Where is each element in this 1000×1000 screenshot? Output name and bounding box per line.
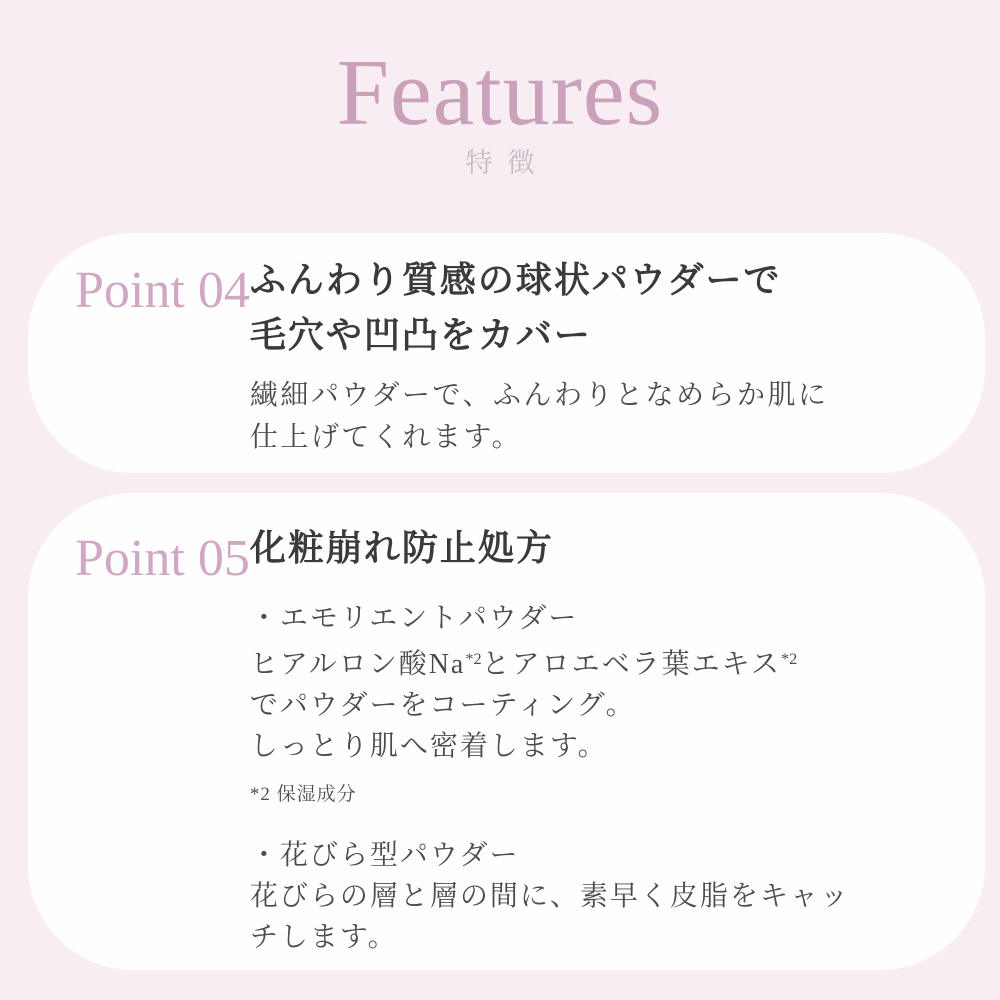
heading-line: 毛穴や凹凸をカバー bbox=[249, 315, 592, 356]
bullet-line: 花びらの層と層の間に、素早く皮脂をキャッ bbox=[249, 881, 850, 913]
bullet-text: ヒアルロン酸Na bbox=[249, 649, 466, 681]
superscript-marker: *2 bbox=[781, 650, 798, 669]
bullet-line: しっとり肌へ密着します。 bbox=[249, 731, 608, 763]
card-content bbox=[250, 493, 985, 958]
footnote: *2 保湿成分 bbox=[249, 784, 357, 806]
bullet-emollient-powder bbox=[250, 598, 905, 767]
bullet-title: ・花びら型パウダー bbox=[249, 840, 520, 872]
feature-card-point-04 bbox=[28, 233, 985, 473]
point-label: Point 04 bbox=[75, 262, 250, 320]
page-subtitle: 特徴 bbox=[465, 148, 550, 178]
body-line: 仕上げてくれます。 bbox=[249, 422, 523, 454]
card-body bbox=[250, 375, 905, 459]
heading-line: ふんわり質感の球状パウダーで bbox=[249, 260, 782, 301]
superscript-marker: *2 bbox=[465, 650, 482, 669]
card-heading bbox=[250, 253, 905, 363]
heading-line: 化粧崩れ防止処方 bbox=[249, 528, 554, 569]
bullet-line: でパウダーをコーティング。 bbox=[249, 690, 636, 722]
bullet-text: とアロエベラ葉エキス bbox=[481, 649, 782, 681]
page-title: Features bbox=[336, 41, 664, 145]
page-header bbox=[0, 0, 1000, 181]
bullet-line: チします。 bbox=[249, 922, 398, 954]
card-heading bbox=[250, 521, 905, 576]
card-content bbox=[250, 233, 985, 459]
body-line: 繊細パウダーで、ふんわりとなめらか肌に bbox=[249, 380, 829, 412]
bullet-line bbox=[250, 639, 905, 685]
bullet-title: ・エモリエントパウダー bbox=[249, 603, 579, 635]
point-label: Point 05 bbox=[75, 530, 250, 588]
bullet-petal-powder bbox=[250, 835, 905, 958]
feature-card-point-05 bbox=[28, 493, 985, 970]
